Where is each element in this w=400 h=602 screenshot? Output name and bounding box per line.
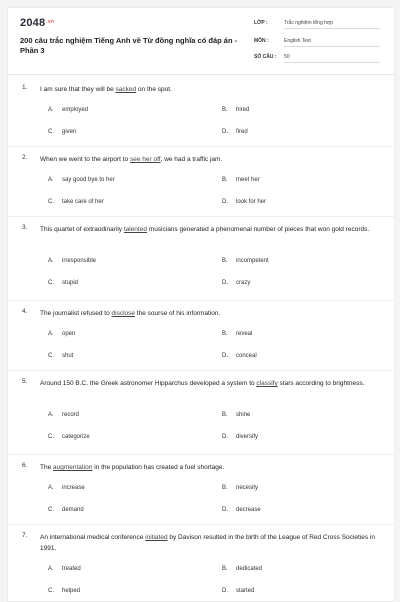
option-text: look for her	[236, 199, 267, 205]
option-text: irresponsible	[62, 258, 97, 264]
underlined-word: augmentation	[53, 464, 93, 471]
question-divider	[8, 300, 394, 301]
underlined-word: see her off	[129, 156, 161, 163]
option-letter: D.	[222, 588, 228, 594]
stem-text-after: by Davison resulted in the birth of the League of Red Cross Societies in 1991.	[40, 534, 375, 552]
answer-option-d[interactable]	[222, 353, 257, 359]
meta-count-label: SỐ CÂU :	[254, 54, 277, 60]
stem-text-after: stars according to brightness.	[277, 380, 365, 387]
option-text: incompetent	[236, 258, 269, 264]
option-letter: B.	[222, 412, 228, 418]
option-text: crazy	[236, 280, 251, 286]
question-number: 5.	[22, 378, 28, 385]
question-divider	[8, 370, 394, 371]
header-divider	[8, 74, 394, 75]
answer-option-a[interactable]	[48, 258, 96, 264]
answer-option-b[interactable]	[222, 485, 258, 491]
answer-option-a[interactable]	[48, 485, 85, 491]
question-number: 3.	[22, 224, 28, 231]
document-title: 200 câu trắc nghiệm Tiếng Anh về Từ đồng nghĩa có đáp án - Phần 3	[20, 36, 238, 55]
answer-option-c[interactable]	[48, 280, 78, 286]
option-letter: B.	[222, 485, 228, 491]
answer-option-d[interactable]	[222, 588, 254, 594]
option-text: record	[62, 412, 80, 418]
question-stem	[40, 308, 380, 319]
question-stem	[40, 532, 380, 554]
option-text: helped	[62, 588, 81, 594]
stem-text-after: musicians generated a phenomenal number of pieces that won gold records.	[146, 226, 370, 233]
answer-option-c[interactable]	[48, 588, 80, 594]
option-letter: C.	[48, 199, 54, 205]
option-text: given	[62, 129, 77, 135]
meta-subject-value: English Test	[284, 38, 380, 47]
option-letter: C.	[48, 588, 54, 594]
answer-option-d[interactable]	[222, 280, 250, 286]
answer-option-b[interactable]	[222, 566, 262, 572]
answer-option-d[interactable]	[222, 129, 248, 135]
question-stem	[40, 462, 380, 473]
stem-text-after: on the spot.	[136, 86, 172, 93]
question-number: 7.	[22, 532, 28, 539]
question-number: 2.	[22, 154, 28, 161]
meta-subject-label: MÔN :	[254, 38, 269, 44]
option-letter: C.	[48, 280, 54, 286]
option-text: started	[236, 588, 255, 594]
meta-count-row	[254, 54, 382, 63]
option-letter: B.	[222, 177, 228, 183]
option-letter: D.	[222, 129, 228, 135]
option-letter: D.	[222, 434, 228, 440]
site-logo[interactable]	[20, 17, 54, 29]
option-text: shine	[236, 412, 251, 418]
option-letter: B.	[222, 566, 228, 572]
option-text: stupid	[62, 280, 79, 286]
option-text: increase	[62, 485, 85, 491]
answer-option-b[interactable]	[222, 412, 250, 418]
underlined-word: sacked	[115, 86, 137, 93]
meta-class-row	[254, 20, 382, 29]
answer-option-a[interactable]	[48, 412, 79, 418]
stem-text-before: The journalist refused to	[40, 310, 112, 317]
answer-option-c[interactable]	[48, 199, 104, 205]
logo-domain: .vn	[46, 19, 55, 25]
question-stem	[40, 154, 380, 165]
option-text: say good bye to her	[62, 177, 115, 183]
option-letter: A.	[48, 566, 54, 572]
meta-class-value: Trắc nghiệm tổng hợp	[284, 20, 380, 29]
stem-text-after: the sourse of his information.	[135, 310, 221, 317]
meta-class-label: LỚP :	[254, 20, 268, 26]
answer-option-c[interactable]	[48, 353, 73, 359]
question-stem	[40, 84, 380, 95]
option-letter: B.	[222, 107, 228, 113]
option-text: fired	[236, 129, 248, 135]
stem-text-before: Around 150 B.C. the Greek astronomer Hipparchus developed a system to	[40, 380, 257, 387]
option-text: dedicated	[236, 566, 263, 572]
option-letter: A.	[48, 412, 54, 418]
stem-text-before: When we went to the airport to	[40, 156, 130, 163]
question-stem	[40, 224, 380, 235]
answer-option-c[interactable]	[48, 129, 76, 135]
answer-option-a[interactable]	[48, 107, 88, 113]
option-letter: D.	[222, 199, 228, 205]
option-letter: D.	[222, 280, 228, 286]
meta-count-value: 50	[284, 54, 380, 63]
meta-subject-row	[254, 38, 382, 47]
question-divider	[8, 454, 394, 455]
option-text: decrease	[236, 507, 261, 513]
answer-option-c[interactable]	[48, 434, 90, 440]
question-number: 6.	[22, 462, 28, 469]
question-stem	[40, 378, 380, 389]
question-divider	[8, 524, 394, 525]
option-text: employed	[62, 107, 89, 113]
answer-option-b[interactable]	[222, 258, 269, 264]
option-text: hired	[236, 107, 250, 113]
option-text: shut	[62, 353, 74, 359]
answer-option-a[interactable]	[48, 566, 81, 572]
stem-text-before: An international medical conference	[40, 534, 146, 541]
option-letter: A.	[48, 331, 54, 337]
option-letter: C.	[48, 353, 54, 359]
option-text: open	[62, 331, 76, 337]
option-text: take care of her	[62, 199, 104, 205]
stem-text-after: in the population has created a fuel shortage.	[92, 464, 225, 471]
underlined-word: disclose	[111, 310, 136, 317]
option-letter: A.	[48, 107, 54, 113]
option-text: necesity	[236, 485, 259, 491]
stem-text-before: This quartet of extraodinarily	[40, 226, 124, 233]
answer-option-a[interactable]	[48, 177, 115, 183]
option-letter: C.	[48, 507, 54, 513]
stem-text-after: , we had a traffic jam.	[160, 156, 223, 163]
question-number: 4.	[22, 308, 28, 315]
question-divider	[8, 146, 394, 147]
option-letter: B.	[222, 331, 228, 337]
option-text: meet her	[236, 177, 260, 183]
logo-text: 2048	[20, 17, 46, 29]
answer-option-d[interactable]	[222, 507, 261, 513]
answer-option-b[interactable]	[222, 107, 249, 113]
option-letter: D.	[222, 507, 228, 513]
document-header	[8, 8, 394, 70]
option-text: diversify	[236, 434, 259, 440]
stem-text-before: The	[40, 464, 54, 471]
answer-option-d[interactable]	[222, 199, 266, 205]
option-text: demand	[62, 507, 84, 513]
question-number: 1.	[22, 84, 28, 91]
question-divider	[8, 216, 394, 217]
stem-text-before: I am sure that they will be	[40, 86, 116, 93]
option-letter: D.	[222, 353, 228, 359]
option-letter: C.	[48, 434, 54, 440]
option-text: categorize	[62, 434, 90, 440]
option-text: conceal	[236, 353, 257, 359]
option-text: reveal	[236, 331, 253, 337]
answer-option-b[interactable]	[222, 331, 252, 337]
underlined-word: initiated	[145, 534, 168, 541]
underlined-word: classify	[256, 380, 278, 387]
answer-option-c[interactable]	[48, 507, 84, 513]
option-letter: A.	[48, 258, 54, 264]
document-page	[7, 7, 395, 602]
option-letter: C.	[48, 129, 54, 135]
underlined-word: talented	[123, 226, 147, 233]
answer-option-d[interactable]	[222, 434, 258, 440]
option-letter: B.	[222, 258, 228, 264]
option-letter: A.	[48, 177, 54, 183]
option-text: treated	[62, 566, 81, 572]
answer-option-b[interactable]	[222, 177, 260, 183]
option-letter: A.	[48, 485, 54, 491]
answer-option-a[interactable]	[48, 331, 75, 337]
